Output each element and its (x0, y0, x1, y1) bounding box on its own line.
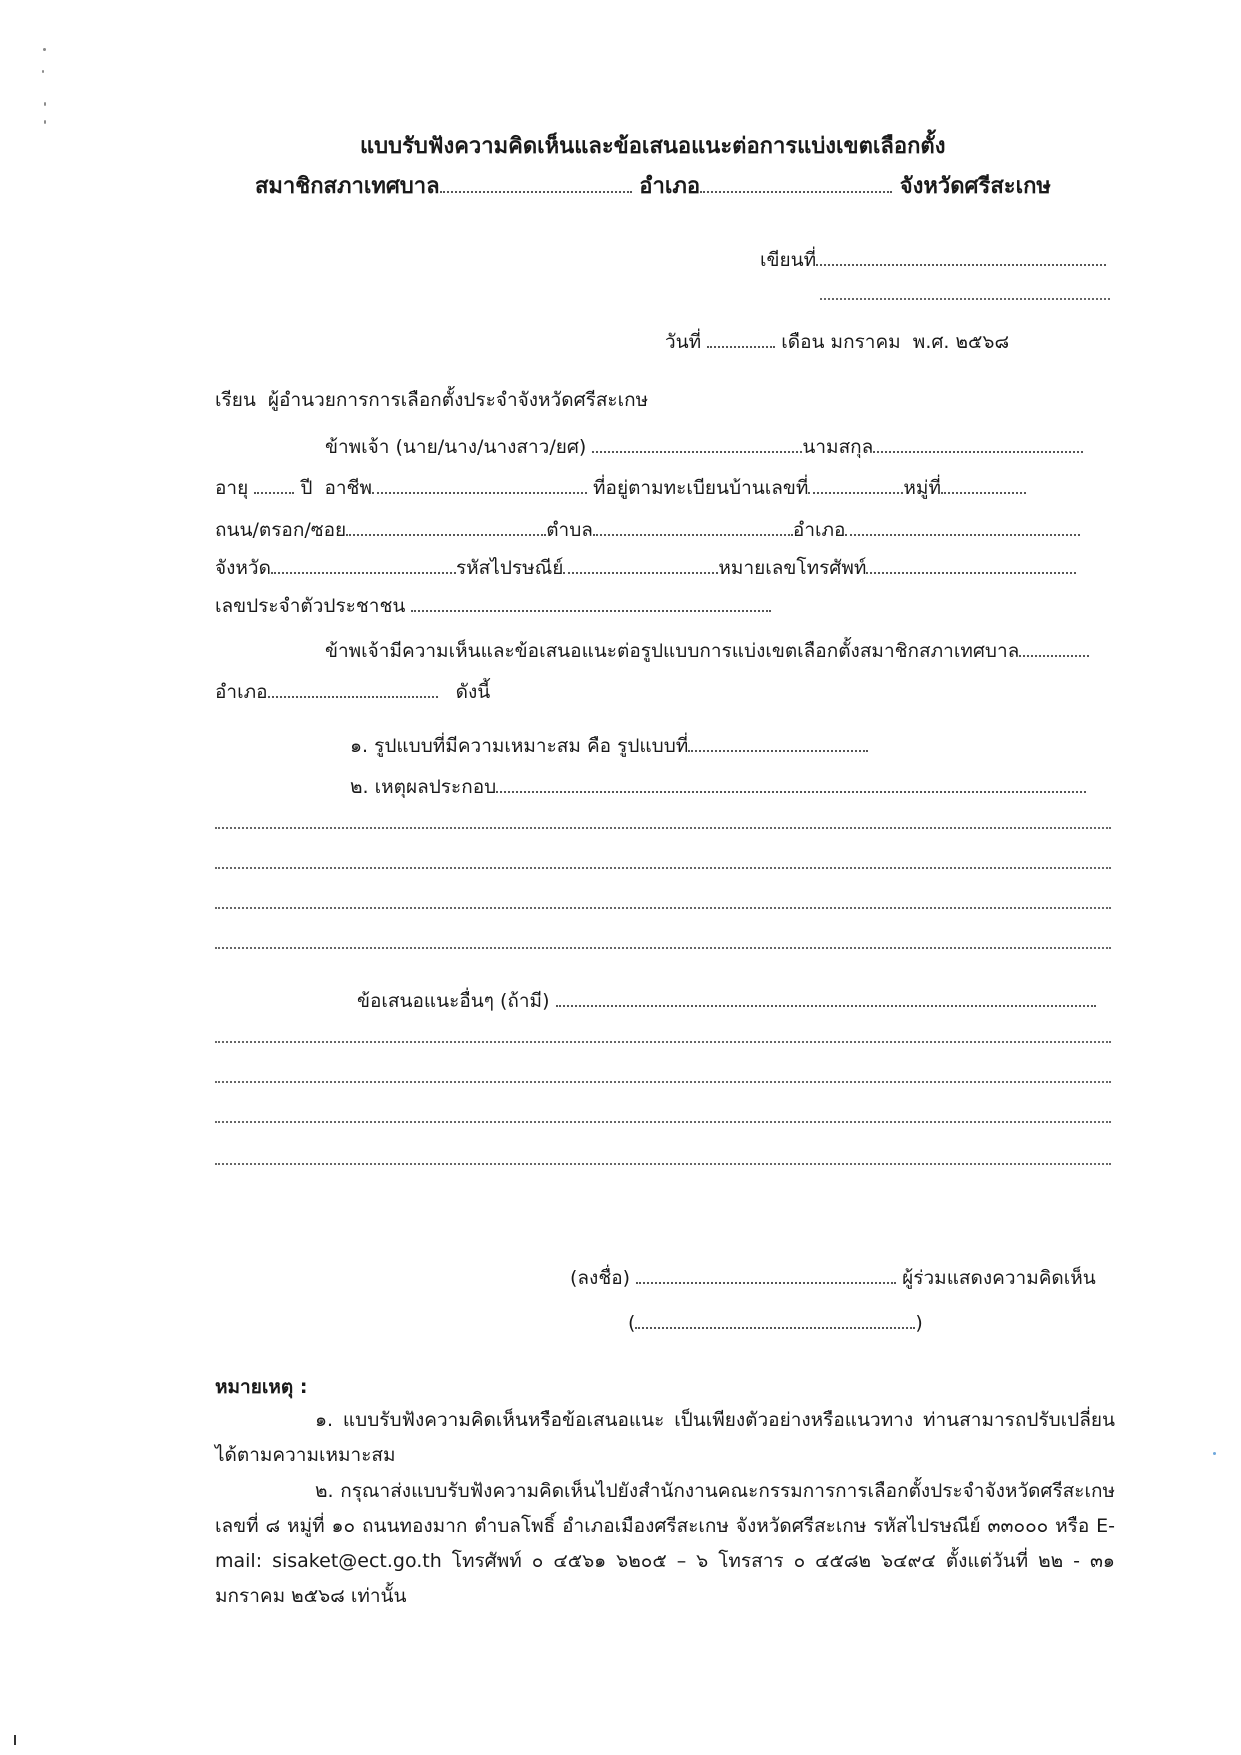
name-field[interactable] (592, 450, 802, 453)
other-suggestions-row (357, 986, 1096, 1016)
road-label: ถนน/ตรอก/ซอย (215, 519, 347, 541)
signature-role: ผู้ร่วมแสดงความคิดเห็น (902, 1267, 1096, 1289)
other-suggestions-field[interactable] (556, 1004, 1096, 1007)
id-field[interactable] (411, 609, 771, 612)
road-row (215, 515, 1080, 545)
subtitle-amphoe-label: อำเภอ (639, 174, 701, 199)
suggestion-line[interactable] (215, 1120, 1111, 1123)
item2-row (350, 772, 1086, 802)
salutation-label: เรียน (215, 389, 256, 411)
item2-label: ๒. เหตุผลประกอบ (350, 776, 497, 798)
opinion-amphoe-label: อำเภอ (215, 681, 268, 703)
year-unit: ปี (300, 477, 313, 499)
opinion-municipality-field[interactable] (1019, 654, 1089, 657)
as-follows-label: ดังนี้ (455, 681, 491, 703)
name-label: ข้าพเจ้า (นาย/นาง/นางสาว/ยศ) (325, 436, 587, 458)
other-suggestions-label: ข้อเสนอแนะอื่นๆ (ถ้ามี) (357, 990, 550, 1012)
paren-open: ( (628, 1312, 636, 1334)
amphoe-field[interactable] (700, 190, 892, 193)
day-field[interactable] (707, 345, 775, 348)
suggestion-line[interactable] (215, 1040, 1111, 1043)
scan-speck (44, 102, 46, 106)
age-label: อายุ (215, 477, 249, 499)
signature-field[interactable] (636, 1281, 896, 1284)
opinion-intro-row (325, 636, 1089, 666)
amphoe-address-field[interactable] (845, 533, 1080, 536)
item1-label: ๑. รูปแบบที่มีความเหมาะสม คือ รูปแบบที่ (350, 735, 689, 757)
reason-line[interactable] (215, 826, 1111, 829)
note-2 (215, 1474, 1115, 1614)
subtitle-province-label: จังหวัดศรีสะเกษ (899, 174, 1051, 199)
postcode-label: รหัสไปรษณีย์ (455, 557, 564, 579)
item2-field[interactable] (496, 790, 1086, 793)
opinion-amphoe-row (215, 677, 490, 707)
notes-heading: หมายเหตุ : (215, 1376, 308, 1398)
note-2-text: ๒. กรุณาส่งแบบรับฟังความคิดเห็นไปยังสำนักงานคณะกรรมการการเลือกตั้งประจำจังหวัดศรีสะเกษ เลขที่ ๘ หมู่ที่ ๑๐ ถนนทองมาก ตำบลโพธิ์ อำเภอเมืองศรีสะเกษ จังหวัดศรีสะเกษ รหัสไปรษณีย์ ๓๓๐๐๐ หรือ E-mail: sisaket@ect.go.th โทรศัพท์ ๐ ๔๕๖๑ ๖๒๐๕ – ๖ โทรสาร ๐ ๔๕๘๒ ๖๔๙๔ ตั้งแต่วันที่ ๒๒ - ๓๑ มกราคม ๒๕๖๘ เท่านั้น (215, 1480, 1115, 1607)
written-at-field-line2[interactable] (820, 297, 1110, 300)
moo-field[interactable] (941, 491, 1026, 494)
postcode-field[interactable] (563, 571, 718, 574)
salutation-row (215, 385, 648, 415)
amphoe-label: อำเภอ (792, 519, 846, 541)
municipality-field[interactable] (440, 190, 632, 193)
opinion-intro: ข้าพเจ้ามีความเห็นและข้อเสนอแนะต่อรูปแบบการแบ่งเขตเลือกตั้งสมาชิกสภาเทศบาล (325, 640, 1020, 662)
form-subtitle (255, 168, 1051, 203)
scan-speck (42, 70, 44, 73)
id-label: เลขประจำตัวประชาชน (215, 595, 406, 617)
age-field[interactable] (254, 491, 294, 494)
subtitle-municipal-label: สมาชิกสภาเทศบาล (255, 174, 440, 199)
scan-speck (43, 48, 46, 51)
month-label: เดือน มกราคม (781, 331, 901, 353)
note-1-text: ๑. แบบรับฟังความคิดเห็นหรือข้อเสนอแนะ เป็นเพียงตัวอย่างหรือแนวทาง ท่านสามารถปรับเปลี่ยนได้ตามความเหมาะสม (215, 1409, 1115, 1466)
written-at-field[interactable] (816, 263, 1106, 266)
opinion-amphoe-field[interactable] (268, 695, 438, 698)
reason-line[interactable] (215, 946, 1111, 949)
salutation-recipient: ผู้อำนวยการการเลือกตั้งประจำจังหวัดศรีสะเกษ (267, 389, 649, 411)
province-field[interactable] (271, 571, 456, 574)
phone-field[interactable] (866, 571, 1076, 574)
paren-close: ) (915, 1312, 923, 1334)
written-at-label: เขียนที่ (760, 249, 817, 271)
item1-row (350, 731, 868, 761)
surname-label: นามสกุล (802, 436, 874, 458)
item1-field[interactable] (688, 749, 868, 752)
occupation-label: อาชีพ (324, 477, 372, 499)
moo-label: หมู่ที่ (903, 477, 941, 499)
province-row (215, 553, 1076, 583)
phone-label: หมายเลขโทรศัพท์ (718, 557, 867, 579)
house-no-label: ที่อยู่ตามทะเบียนบ้านเลขที่ (593, 477, 809, 499)
id-row (215, 591, 771, 621)
surname-field[interactable] (873, 450, 1083, 453)
tambon-field[interactable] (593, 533, 793, 536)
signature-row (570, 1263, 1096, 1293)
name-row (325, 432, 1083, 462)
year-label: พ.ศ. ๒๕๖๘ (912, 331, 1010, 353)
printed-name-row (628, 1312, 923, 1334)
road-field[interactable] (346, 533, 546, 536)
suggestion-line[interactable] (215, 1080, 1111, 1083)
scan-speck (44, 120, 46, 124)
occupation-field[interactable] (372, 491, 587, 494)
note-1 (215, 1403, 1115, 1473)
province-label: จังหวัด (215, 557, 271, 579)
printed-name-field[interactable] (635, 1326, 915, 1329)
reason-line[interactable] (215, 866, 1111, 869)
reason-line[interactable] (215, 906, 1111, 909)
scan-speck (1213, 1452, 1216, 1455)
date-row (665, 327, 1009, 357)
house-no-field[interactable] (808, 491, 903, 494)
signature-label: (ลงชื่อ) (570, 1267, 631, 1289)
form-title: แบบรับฟังความคิดเห็นและข้อเสนอแนะต่อการแบ่งเขตเลือกตั้ง (360, 134, 946, 159)
tambon-label: ตำบล (546, 519, 593, 541)
suggestion-line[interactable] (215, 1162, 1111, 1165)
scan-speck (14, 1735, 16, 1745)
date-label: วันที่ (665, 331, 702, 353)
written-at-row (760, 245, 1106, 275)
age-row (215, 473, 1026, 503)
